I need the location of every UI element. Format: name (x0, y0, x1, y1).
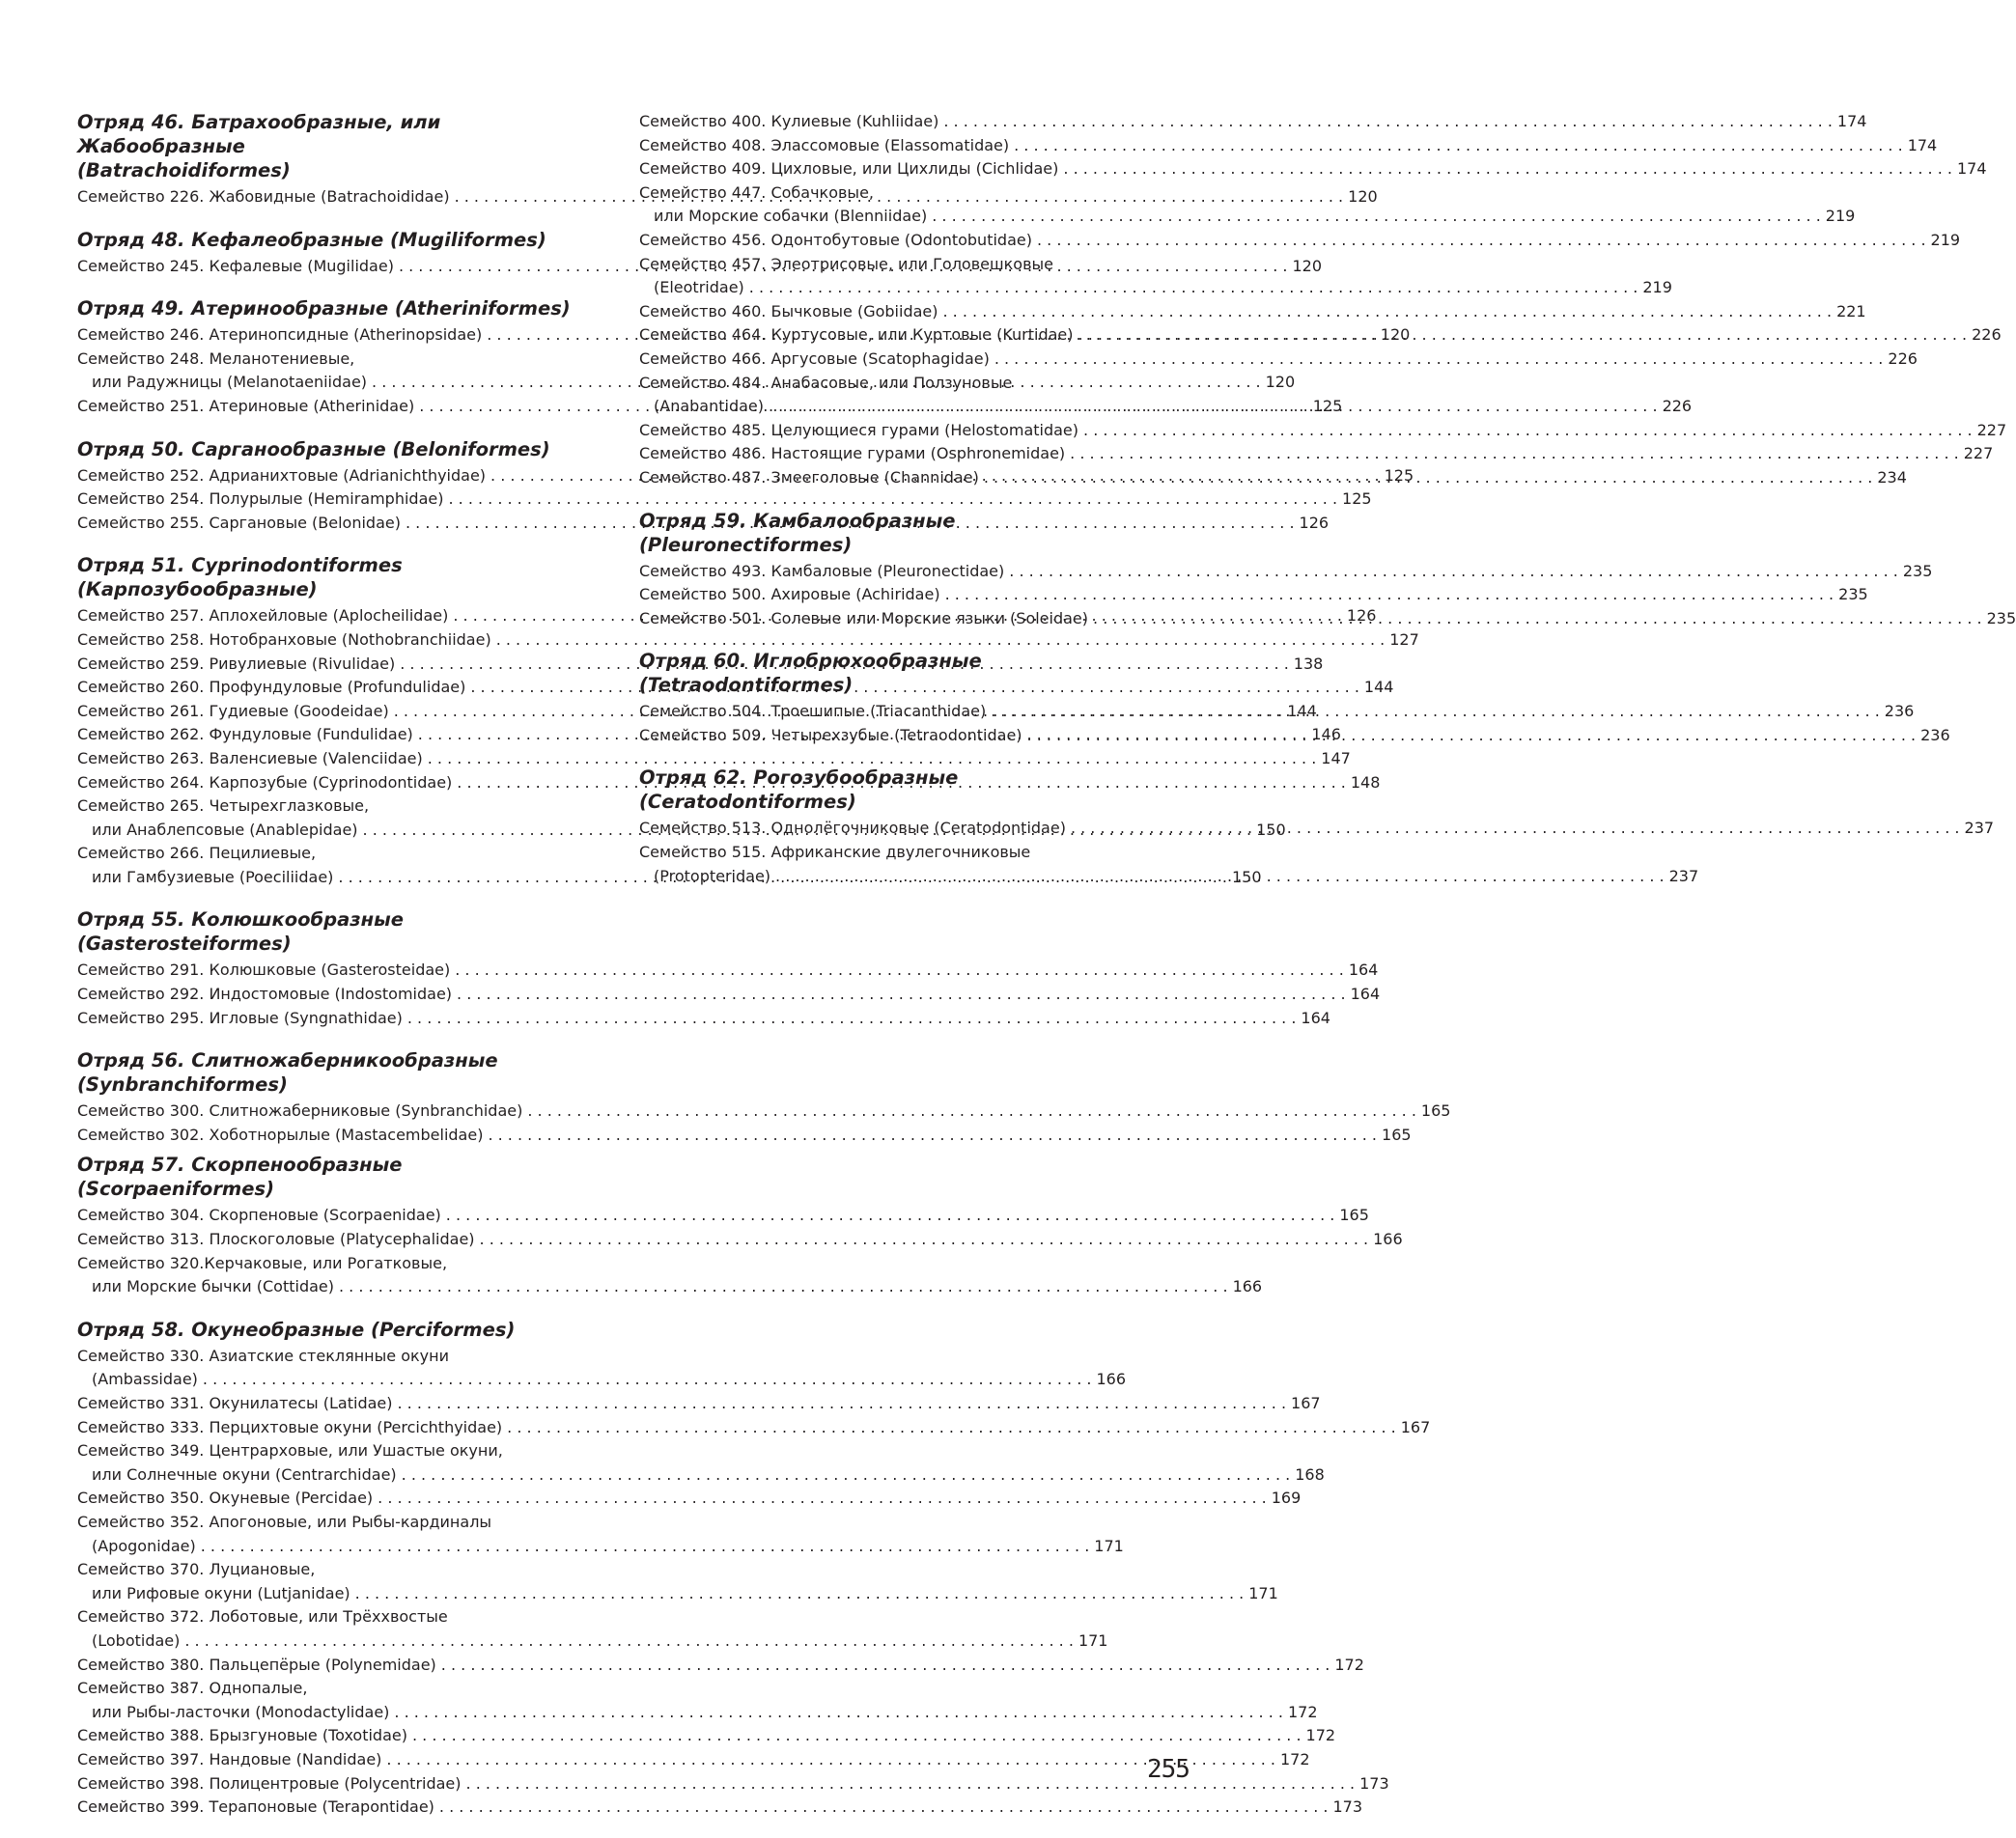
family-name: Семейство 464. Куртусовые, или Куртовые (Kurtidae) (639, 325, 1074, 345)
family-entry[interactable] (639, 442, 1994, 466)
page-ref: 125 (1312, 396, 1343, 415)
family-name: Семейство 372. Лоботовые, или Трёххвостые (77, 1607, 448, 1627)
family-entry[interactable] (77, 1345, 1127, 1392)
family-name: Семейство 265. Четырехглазковые, (77, 796, 370, 816)
leader-dots (1032, 229, 1931, 253)
family-row (77, 1275, 1263, 1299)
family-row (639, 110, 1867, 134)
family-name-cont: (Lobotidae) (92, 1630, 181, 1650)
family-name: Семейство 500. Ахировые (Achiridae) (639, 585, 940, 604)
family-name-cont: (Ambassidae) (92, 1370, 198, 1389)
family-row (77, 983, 1381, 1007)
leader-dots (434, 1796, 1333, 1820)
order-heading (77, 228, 572, 252)
page-ref: 173 (1359, 1773, 1389, 1793)
leader-dots (979, 466, 1878, 490)
leader-dots (502, 1416, 1401, 1440)
family-name: Семейство 399. Терапоновые (Terapontidae) (77, 1797, 434, 1817)
family-entry[interactable] (77, 487, 1372, 512)
order-title: Отряд 62. Рогозубообразные (Ceratodontiformes) (639, 766, 959, 814)
order-heading (77, 553, 572, 601)
family-name: Семейство 295. Игловые (Syngnathidae) (77, 1008, 403, 1027)
family-row (77, 1368, 1127, 1392)
leader-dots (180, 1629, 1078, 1654)
page-ref: 237 (1668, 866, 1699, 885)
family-entry[interactable] (639, 157, 1987, 181)
leader-dots (1078, 419, 1977, 443)
leader-dots (1004, 560, 1903, 584)
order-title-latin: (Batrachoidiformes) (77, 159, 291, 181)
family-row (77, 1701, 1318, 1725)
page-ref: 164 (1301, 1008, 1330, 1027)
order-title: Отряд 48. Кефалеобразные (Mugiliformes) (77, 228, 546, 251)
leader-dots (1074, 323, 1973, 348)
family-row (77, 487, 1372, 512)
page-ref: 166 (1096, 1370, 1127, 1389)
family-name: Семейство 304. Скорпеновые (Scorpaenidae) (77, 1206, 441, 1225)
order-title: Отряд 51. Cyprinodontiformes (Карпозубообразные) (77, 554, 403, 601)
leader-dots (373, 1487, 1272, 1511)
page-ref: 237 (1964, 819, 1995, 838)
page-ref: 236 (1884, 702, 1915, 721)
family-row (77, 1392, 1321, 1416)
family-name: Семейство 397. Нандовые (Nandidae) (77, 1749, 382, 1768)
family-name: Семейство 456. Одонтобутовые (Odontobutidae) (639, 230, 1032, 249)
leader-dots (407, 1724, 1306, 1748)
family-name: Семейство 457. Элеотрисовые, или Головешковые (639, 254, 1053, 273)
family-entry[interactable] (77, 1100, 1451, 1124)
page-ref: 144 (1363, 678, 1394, 697)
family-row (639, 442, 1994, 466)
page-ref: 126 (1346, 606, 1377, 626)
family-name: Семейство 254. Полурылые (Hemiramphidae) (77, 489, 444, 509)
page-ref: 148 (1350, 772, 1381, 792)
family-entry[interactable] (77, 1007, 1330, 1031)
page-ref: 164 (1348, 961, 1379, 980)
order-heading (77, 1318, 572, 1342)
family-entry[interactable] (639, 300, 1866, 324)
family-name: Семейство 264. Карпозубые (Cyprinodontidae) (77, 772, 453, 792)
order-title: Отряд 50. Сарганообразные (Beloniformes) (77, 437, 550, 460)
family-name: Семейство 370. Луциановые, (77, 1560, 316, 1579)
family-name-cont: или Гамбузиевые (Poeciliidae) (92, 867, 334, 886)
family-row (77, 1100, 1451, 1124)
page-ref: 221 (1836, 301, 1866, 320)
page-ref: 146 (1311, 725, 1341, 744)
order-section (77, 1048, 1451, 1147)
family-entry[interactable] (77, 1654, 1364, 1678)
leader-dots (389, 1701, 1288, 1725)
family-entry[interactable] (77, 1558, 1278, 1605)
family-row (639, 157, 1987, 181)
page-ref: 120 (1292, 256, 1323, 275)
family-entry[interactable] (77, 1724, 1336, 1748)
leader-dots (986, 700, 1885, 724)
page-ref: 165 (1420, 1101, 1451, 1121)
page-ref: 219 (1825, 207, 1856, 226)
leader-dots (1009, 134, 1908, 158)
family-name: Семейство 504. Троешипые (Triacanthidae) (639, 702, 987, 721)
leader-dots (441, 1204, 1340, 1228)
page-ref: 174 (1907, 135, 1938, 154)
family-name: Семейство 380. Пальцепёрые (Polynemidae) (77, 1655, 436, 1674)
leader-dots (475, 1228, 1374, 1252)
family-row (77, 1007, 1330, 1031)
page-ref: 227 (1963, 444, 1994, 463)
order-heading (77, 1153, 572, 1201)
family-row (639, 276, 1672, 300)
family-name: Семейство 400. Кулиевые (Kuhliidae) (639, 112, 939, 130)
leader-dots (1066, 817, 1965, 841)
family-name: Семейство 330. Азиатские стеклянные окуни (77, 1346, 449, 1365)
page-ref: 172 (1305, 1726, 1336, 1745)
leader-dots (938, 300, 1837, 324)
leader-dots (764, 395, 1663, 419)
page-ref: 165 (1339, 1206, 1369, 1225)
order-title-latin: (Synbranchiformes) (77, 1073, 288, 1097)
family-entry[interactable] (639, 348, 1918, 372)
order-heading (77, 110, 572, 182)
leader-dots (392, 1392, 1291, 1416)
family-name: Семейство 248. Меланотениевые, (77, 348, 355, 368)
page-ref: 167 (1400, 1417, 1431, 1436)
leader-dots (196, 1535, 1095, 1559)
order-title: Отряд 56. Слитножаберникообразные (77, 1049, 498, 1072)
family-name: Семейство 255. Саргановые (Belonidae) (77, 513, 401, 532)
family-row (639, 419, 2007, 443)
order-heading (639, 649, 1134, 697)
family-row (77, 1416, 1431, 1440)
leader-dots (522, 1100, 1421, 1124)
page-ref: 171 (1248, 1583, 1278, 1602)
family-name: Семейство 493. Камбаловые (Pleuronectidae) (639, 561, 1005, 580)
page-ref: 235 (1902, 561, 1933, 580)
family-row (639, 583, 1868, 607)
family-row (639, 300, 1866, 324)
family-row (77, 1535, 1124, 1559)
page-ref: 174 (1836, 112, 1867, 130)
family-entry[interactable] (77, 1487, 1302, 1511)
leader-dots (483, 1124, 1382, 1148)
page-ref: 172 (1279, 1749, 1310, 1768)
order-section (77, 907, 1381, 1030)
leader-dots (1065, 442, 1964, 466)
page-ref: 147 (1321, 748, 1351, 767)
page-ref: 164 (1350, 985, 1381, 1004)
leader-dots (397, 1463, 1296, 1488)
family-row (77, 747, 1351, 771)
page-ref: 127 (1389, 629, 1419, 649)
family-name: Семейство 515. Африканские двулегочниковые (639, 843, 1031, 862)
family-name: Семейство 313. Плоскоголовые (Platycephalidae) (77, 1230, 475, 1249)
family-entry[interactable] (639, 560, 1933, 584)
page-ref: 171 (1078, 1630, 1108, 1650)
family-name: Семейство 447. Собачковые, (639, 182, 874, 202)
family-name: Семейство 513. Однолёгочниковые (Ceratodontidae) (639, 819, 1066, 838)
leader-dots (1088, 607, 1987, 631)
family-entry[interactable] (639, 419, 2007, 443)
order-section (77, 1153, 1403, 1298)
family-name: Семейство 349. Центрарховые, или Ушастые окуни, (77, 1441, 503, 1461)
family-name: Семейство 262. Фундуловые (Fundulidae) (77, 725, 413, 744)
family-row (639, 229, 1961, 253)
family-name-cont: или Рифовые окуни (Lutjanidae) (92, 1583, 350, 1602)
family-name: Семейство 302. Хоботнорылые (Mastacembelidae) (77, 1125, 484, 1144)
family-row (77, 628, 1419, 653)
family-entry[interactable] (77, 1228, 1403, 1252)
family-name: Семейство 258. Нотобранховые (Nothobranchiidae) (77, 629, 491, 649)
family-name: Семейство 350. Окуневые (Percidae) (77, 1489, 374, 1508)
leader-dots (334, 1275, 1233, 1299)
page-ref: 169 (1271, 1489, 1302, 1508)
family-row (77, 1487, 1302, 1511)
family-row (77, 1463, 1325, 1488)
family-name: Семейство 245. Кефалевые (Mugilidae) (77, 256, 394, 275)
page-ref: 144 (1287, 701, 1317, 720)
family-row (639, 134, 1938, 158)
family-entry[interactable] (77, 747, 1351, 771)
page-ref: 219 (1930, 230, 1961, 249)
page-ref: 168 (1295, 1464, 1325, 1484)
family-entry[interactable] (639, 110, 1867, 134)
family-entry[interactable] (639, 583, 1868, 607)
family-row (77, 1582, 1278, 1606)
leader-dots (403, 1007, 1302, 1031)
family-entry[interactable] (77, 1772, 1389, 1796)
page-ref: 138 (1293, 654, 1324, 673)
family-row (77, 1654, 1364, 1678)
leader-dots (990, 348, 1889, 372)
family-name: Семейство 466. Аргусовые (Scatophagidae) (639, 348, 990, 368)
leader-dots (450, 959, 1349, 983)
leader-dots (940, 583, 1839, 607)
page-ref: 125 (1342, 489, 1372, 509)
family-entry[interactable] (77, 1511, 1124, 1558)
family-row (77, 1724, 1336, 1748)
leader-dots (1058, 157, 1957, 181)
family-row (77, 1204, 1369, 1228)
family-name-cont: (Protopteridae) (654, 866, 771, 885)
family-name: Семейство 266. Пецилиевые, (77, 844, 317, 863)
order-heading (77, 296, 572, 320)
order-heading (639, 509, 1134, 557)
page-ref: 227 (1976, 420, 2007, 439)
family-row (77, 1796, 1363, 1820)
order-title: Отряд 46. Батрахообразные, или Жабообразные (77, 111, 441, 157)
page-ref: 166 (1373, 1230, 1403, 1249)
leader-dots (462, 1772, 1360, 1796)
family-name: Семейство 320.Керчаковые, или Рогатковые, (77, 1253, 448, 1272)
family-entry[interactable] (77, 628, 1419, 653)
order-title: Отряд 55. Колюшкообразные (Gasterosteiformes) (77, 908, 404, 956)
page-ref: 219 (1642, 278, 1672, 297)
family-name-cont: или Радужницы (Melanotaeniidae) (92, 373, 368, 392)
family-name: Семейство 509. Четырехзубые (Tetraodontidae) (639, 725, 1022, 744)
page-ref: 234 (1877, 467, 1907, 487)
page-ref: 172 (1334, 1655, 1364, 1674)
family-name: Семейство 486. Настоящие гурами (Osphronemidae) (639, 444, 1066, 463)
family-entry[interactable] (639, 134, 1938, 158)
family-row (639, 348, 1918, 372)
order-heading (77, 907, 572, 956)
family-row (77, 676, 1394, 700)
leader-dots (381, 1748, 1280, 1772)
order-title: Отряд 57. Скорпенообразные (Scorpaeniformes) (77, 1154, 403, 1201)
family-name: Семейство 408. Элассомовые (Elassomatidae) (639, 135, 1010, 154)
family-name: Семейство 246. Атеринопсидные (Atherinopsidae) (77, 325, 483, 345)
family-row (639, 205, 1856, 229)
family-name: Семейство 388. Брызгуновые (Toxotidae) (77, 1726, 407, 1745)
page-ref: 125 (1384, 465, 1414, 485)
page-ref: 165 (1382, 1125, 1412, 1144)
leader-dots (198, 1368, 1097, 1392)
family-entry[interactable] (77, 1605, 1108, 1653)
leader-dots (938, 110, 1837, 134)
family-entry[interactable] (77, 1204, 1369, 1228)
page-ref: 172 (1287, 1702, 1318, 1721)
page-ref: 226 (1972, 325, 2002, 345)
page-ref: 120 (1380, 325, 1411, 345)
family-name-cont: или Солнечные окуни (Centrarchidae) (92, 1464, 397, 1484)
family-entry[interactable] (77, 1439, 1325, 1487)
leader-dots (744, 276, 1643, 300)
page-ref: 174 (1956, 159, 1987, 179)
page-number: 255 (1147, 1755, 1190, 1784)
family-name-cont: или Анаблепсовые (Anablepidae) (92, 820, 358, 839)
order-title: Отряд 49. Атеринообразные (Atheriniformes) (77, 297, 571, 320)
page-ref: 173 (1332, 1797, 1363, 1817)
family-entry[interactable] (639, 229, 1961, 253)
order-title: Отряд 59. Камбалообразные (Pleuronectiformes) (639, 509, 956, 556)
family-entry[interactable] (77, 959, 1379, 983)
family-entry[interactable] (77, 983, 1381, 1007)
family-name: Семейство 409. Цихловые, или Цихлиды (Cichlidae) (639, 159, 1059, 179)
leader-dots (350, 1582, 1249, 1606)
family-name: Семейство 387. Однопалые, (77, 1679, 308, 1698)
family-name: Семейство 292. Индостомовые (Indostomidae) (77, 985, 453, 1004)
family-entry[interactable] (77, 1124, 1412, 1148)
family-name: Семейство 333. Перцихтовые окуни (Percichthyidae) (77, 1417, 503, 1436)
family-row (77, 1124, 1412, 1148)
family-name: Семейство 260. Профундуловые (Profundulidae) (77, 678, 466, 697)
family-row (77, 1629, 1108, 1654)
family-name: Семейство 460. Бычковые (Gobiidae) (639, 301, 938, 320)
family-row (77, 959, 1379, 983)
family-name-cont: (Anabantidae) (654, 397, 764, 416)
page-ref: 150 (1231, 867, 1262, 886)
family-entry[interactable] (77, 676, 1394, 700)
family-name: Семейство 291. Колюшковые (Gasterosteidae) (77, 961, 451, 980)
family-name: Семейство 251. Атериновые (Atherinidae) (77, 396, 415, 415)
page-ref: 150 (1256, 820, 1286, 839)
page-ref: 226 (1888, 348, 1918, 368)
page-ref: 126 (1299, 513, 1330, 532)
family-name: Семейство 257. Аплохейловые (Aplocheilidae) (77, 606, 449, 626)
page-ref: 166 (1232, 1277, 1263, 1296)
leader-dots (436, 1654, 1335, 1678)
family-name-cont: (Eleotridae) (654, 278, 744, 297)
order-heading (77, 1048, 572, 1097)
family-name: Семейство 300. Слитножаберниковые (Synbranchidae) (77, 1101, 523, 1121)
family-row (77, 1228, 1403, 1252)
family-name-cont: или Рыбы-ласточки (Monodactylidae) (92, 1702, 390, 1721)
page-ref: 120 (1348, 187, 1378, 206)
order-heading (639, 766, 1134, 814)
family-entry[interactable] (77, 1677, 1318, 1724)
page-ref: 235 (1838, 585, 1868, 604)
family-name: Семейство 263. Валенсиевые (Valenciidae) (77, 748, 423, 767)
order-title: Отряд 60. Иглобрюхообразные (Tetraodontiformes) (639, 650, 982, 697)
family-entry[interactable] (77, 1252, 1263, 1299)
family-entry[interactable] (77, 1392, 1321, 1416)
family-name: Семейство 484. Анабасовые, или Ползуновые (639, 373, 1013, 392)
family-entry[interactable] (77, 1416, 1431, 1440)
family-name: Семейство 261. Гудиевые (Goodeidae) (77, 701, 389, 720)
family-name: Семейство 487. Змееголовые (Channidae) (639, 467, 979, 487)
family-name-cont: или Морские собачки (Blenniidae) (654, 207, 928, 226)
family-name-cont: или Морские бычки (Cottidae) (92, 1277, 334, 1296)
family-name: Семейство 259. Ривулиевые (Rivulidae) (77, 654, 396, 673)
page-ref: 171 (1094, 1536, 1124, 1555)
family-name: Семейство 501. Солевые или Морские языки (Soleidae) (639, 608, 1089, 627)
family-row (77, 1772, 1389, 1796)
family-name: Семейство 331. Окунилатесы (Latidae) (77, 1394, 393, 1412)
family-name: Семейство 398. Полицентровые (Polycentridae) (77, 1773, 462, 1793)
family-row (639, 560, 1933, 584)
order-heading (77, 437, 572, 461)
family-entry[interactable] (77, 1796, 1363, 1820)
leader-dots (1022, 724, 1921, 748)
leader-dots (452, 983, 1351, 1007)
order-title: Отряд 58. Окунеобразные (Perciformes) (77, 1318, 516, 1341)
page-ref: 235 (1986, 608, 2016, 627)
family-name: Семейство 226. Жабовидные (Batrachoididae) (77, 187, 450, 206)
family-name-cont: (Apogonidae) (92, 1536, 196, 1555)
page-ref: 226 (1662, 397, 1693, 416)
family-name: Семейство 485. Целующиеся гурами (Helostomatidae) (639, 420, 1079, 439)
leader-dots (770, 865, 1669, 889)
family-name: Семейство 252. Адрианихтовые (Adrianichthyidae) (77, 465, 487, 485)
page-ref: 167 (1291, 1394, 1321, 1412)
page-ref: 236 (1920, 725, 1950, 744)
family-name: Семейство 352. Апогоновые, или Рыбы-кардиналы (77, 1512, 492, 1531)
page-ref: 120 (1265, 373, 1296, 392)
leader-dots (927, 205, 1826, 229)
